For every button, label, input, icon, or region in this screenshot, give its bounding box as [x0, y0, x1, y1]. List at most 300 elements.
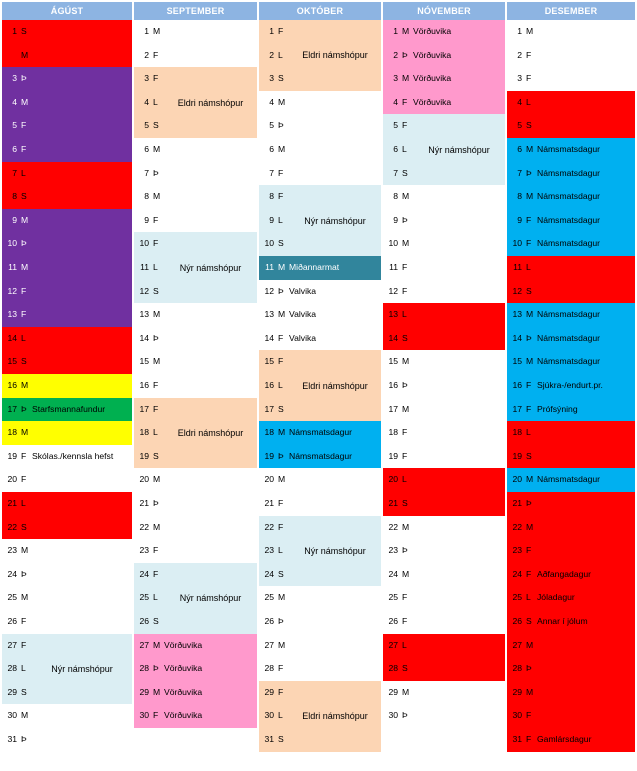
day-cell[interactable]: [507, 256, 635, 280]
day-cell[interactable]: [507, 516, 635, 540]
day-cell[interactable]: [134, 657, 257, 681]
day-number: 29: [7, 686, 17, 697]
day-number: 24: [139, 568, 149, 579]
day-number: 21: [388, 498, 398, 508]
weekday-letter: F: [402, 262, 408, 272]
weekday-letter: S: [526, 120, 532, 131]
day-cell[interactable]: [383, 280, 505, 304]
day-cell[interactable]: [507, 209, 635, 233]
day-cell[interactable]: [507, 67, 635, 91]
weekday-letter: Þ: [21, 734, 27, 744]
day-cell[interactable]: [507, 232, 635, 256]
day-cell[interactable]: [2, 327, 132, 351]
day-cell[interactable]: [2, 374, 132, 398]
day-cell[interactable]: [2, 468, 132, 492]
weekday-letter: L: [153, 592, 158, 603]
day-number: 2: [269, 49, 274, 60]
weekday-letter: M: [402, 26, 410, 36]
day-cell[interactable]: [134, 350, 257, 374]
day-cell[interactable]: [507, 374, 635, 398]
day-cell[interactable]: [259, 138, 381, 162]
day-cell[interactable]: [507, 445, 635, 469]
weekday-letter: M: [153, 144, 161, 154]
weekday-letter: M: [21, 710, 29, 721]
day-cell[interactable]: [2, 185, 132, 209]
day-cell[interactable]: [2, 162, 132, 186]
day-cell[interactable]: [507, 138, 635, 162]
day-cell[interactable]: [507, 634, 635, 658]
day-number: 31: [264, 734, 274, 744]
weekday-letter: M: [21, 592, 29, 603]
day-cell[interactable]: [383, 374, 505, 398]
day-note: Vörðuvika: [164, 710, 203, 721]
day-number: 8: [269, 191, 274, 202]
day-cell[interactable]: [2, 704, 132, 728]
day-note: Námsmatsdagur: [537, 309, 601, 320]
day-number: 12: [7, 285, 17, 296]
weekday-letter: M: [153, 356, 161, 367]
day-number: 22: [264, 521, 274, 532]
day-cell[interactable]: [134, 516, 257, 540]
day-cell[interactable]: [259, 468, 381, 492]
day-cell[interactable]: [2, 445, 132, 469]
weekday-letter: M: [153, 474, 161, 485]
weekday-letter: S: [153, 616, 159, 626]
day-note: Valvika: [289, 309, 317, 320]
group-event-label: Eldri námshópur: [164, 67, 257, 138]
day-cell[interactable]: [383, 634, 505, 658]
weekday-letter: F: [402, 427, 408, 438]
day-cell[interactable]: [383, 468, 505, 492]
day-cell[interactable]: [134, 704, 257, 728]
day-cell[interactable]: [507, 350, 635, 374]
day-cell[interactable]: [383, 20, 505, 44]
day-cell[interactable]: [507, 303, 635, 327]
day-cell[interactable]: [134, 468, 257, 492]
day-note: Annar í jólum: [537, 616, 588, 626]
day-cell[interactable]: [2, 67, 132, 91]
weekday-letter: L: [21, 332, 26, 343]
group-event-label: Eldri námshópur: [164, 398, 257, 469]
day-number: 11: [265, 262, 274, 272]
weekday-letter: S: [153, 450, 159, 461]
weekday-letter: F: [153, 403, 159, 414]
day-number: 21: [7, 498, 17, 508]
day-cell[interactable]: [134, 681, 257, 705]
day-cell[interactable]: [259, 421, 381, 445]
day-cell[interactable]: [259, 327, 381, 351]
day-cell[interactable]: [259, 280, 381, 304]
day-number: 17: [388, 403, 398, 414]
day-number: 27: [388, 639, 398, 650]
day-number: 6: [12, 144, 17, 154]
day-number: 9: [144, 214, 149, 225]
day-cell[interactable]: [507, 327, 635, 351]
weekday-letter: F: [21, 120, 27, 131]
weekday-letter: Þ: [402, 710, 408, 721]
day-cell[interactable]: [383, 681, 505, 705]
day-cell[interactable]: [2, 20, 132, 44]
day-number: 22: [388, 521, 398, 532]
weekday-letter: Þ: [21, 73, 27, 84]
day-cell[interactable]: [507, 280, 635, 304]
weekday-letter: Þ: [402, 545, 408, 556]
day-number: 12: [139, 285, 149, 296]
day-cell[interactable]: [507, 563, 635, 587]
day-cell[interactable]: [383, 728, 505, 752]
weekday-letter: M: [21, 427, 29, 438]
day-cell[interactable]: [383, 492, 505, 516]
day-cell[interactable]: [134, 162, 257, 186]
day-cell[interactable]: [507, 610, 635, 634]
weekday-letter: M: [278, 639, 286, 650]
weekday-letter: M: [402, 403, 410, 414]
day-cell[interactable]: [259, 114, 381, 138]
weekday-letter: Þ: [153, 167, 159, 178]
day-number: 4: [269, 96, 274, 107]
weekday-letter: F: [153, 238, 159, 249]
day-note: Vörðuvika: [164, 663, 203, 674]
day-number: 28: [264, 663, 274, 674]
weekday-letter: F: [402, 592, 408, 603]
day-cell[interactable]: [134, 44, 257, 68]
day-cell[interactable]: [259, 256, 381, 280]
day-number: 9: [269, 214, 274, 225]
day-cell[interactable]: [383, 586, 505, 610]
weekday-letter: Þ: [278, 450, 284, 461]
day-number: 26: [512, 616, 522, 626]
day-cell[interactable]: [2, 114, 132, 138]
weekday-letter: S: [402, 332, 408, 343]
day-number: 1: [269, 26, 274, 36]
weekday-letter: Þ: [21, 568, 27, 579]
day-cell[interactable]: [134, 327, 257, 351]
weekday-letter: M: [21, 545, 29, 556]
day-cell[interactable]: [507, 421, 635, 445]
day-note: Sjúkra-/endurt.pr.: [537, 380, 603, 390]
day-number: 12: [264, 285, 274, 296]
day-cell[interactable]: [134, 539, 257, 563]
weekday-letter: S: [526, 450, 532, 461]
day-cell[interactable]: [507, 114, 635, 138]
weekday-letter: F: [21, 285, 27, 296]
day-number: 3: [517, 73, 522, 84]
weekday-letter: F: [153, 214, 159, 225]
day-cell[interactable]: [383, 232, 505, 256]
day-cell[interactable]: [259, 586, 381, 610]
day-cell[interactable]: [383, 421, 505, 445]
weekday-letter: L: [21, 167, 26, 178]
day-number: 12: [512, 285, 522, 296]
day-number: 11: [140, 262, 149, 272]
day-cell[interactable]: [2, 280, 132, 304]
day-cell[interactable]: [2, 421, 132, 445]
day-cell[interactable]: [383, 610, 505, 634]
day-number: 5: [517, 120, 522, 131]
day-number: 1: [12, 26, 17, 36]
day-cell[interactable]: [507, 468, 635, 492]
day-number: 17: [7, 403, 17, 414]
weekday-letter: M: [402, 356, 410, 367]
day-cell[interactable]: [383, 67, 505, 91]
day-cell[interactable]: [2, 728, 132, 752]
weekday-letter: F: [153, 380, 159, 390]
day-cell[interactable]: [2, 492, 132, 516]
day-cell[interactable]: [2, 209, 132, 233]
day-number: 18: [7, 427, 17, 438]
day-number: 19: [388, 450, 398, 461]
weekday-letter: M: [402, 73, 410, 84]
day-note: Námsmatsdagur: [537, 238, 601, 249]
day-cell[interactable]: [259, 610, 381, 634]
weekday-letter: L: [21, 663, 26, 674]
day-number: 24: [388, 568, 398, 579]
day-number: 15: [512, 356, 522, 367]
weekday-letter: M: [526, 521, 534, 532]
day-number: 22: [7, 521, 17, 532]
group-event-label: Eldri námshópur: [289, 681, 381, 752]
weekday-letter: S: [21, 26, 27, 36]
day-number: 17: [512, 403, 522, 414]
day-cell[interactable]: [507, 492, 635, 516]
day-number: 17: [139, 403, 149, 414]
group-event-label: Nýr námshópur: [413, 114, 505, 185]
day-cell[interactable]: [383, 516, 505, 540]
day-cell[interactable]: [2, 350, 132, 374]
day-number: 8: [144, 191, 149, 202]
day-note: Námsmatsdagur: [537, 356, 601, 367]
weekday-letter: M: [402, 568, 410, 579]
weekday-letter: M: [402, 521, 410, 532]
day-cell[interactable]: [383, 563, 505, 587]
day-cell[interactable]: [507, 398, 635, 422]
day-number: 16: [512, 380, 522, 390]
day-number: 13: [139, 309, 149, 320]
day-cell[interactable]: [507, 586, 635, 610]
day-note: Vörðuvika: [413, 49, 452, 60]
weekday-letter: M: [153, 191, 161, 202]
day-note: Vörðuvika: [413, 96, 452, 107]
day-cell[interactable]: [2, 256, 132, 280]
day-number: 10: [512, 238, 522, 249]
day-cell[interactable]: [2, 44, 132, 68]
day-number: 31: [7, 734, 17, 744]
weekday-letter: L: [402, 474, 407, 485]
weekday-letter: M: [21, 49, 29, 60]
day-number: 1: [144, 26, 149, 36]
day-cell[interactable]: [2, 91, 132, 115]
day-note: Jóladagur: [537, 592, 575, 603]
weekday-letter: F: [526, 73, 532, 84]
day-number: 26: [388, 616, 398, 626]
day-number: 12: [388, 285, 398, 296]
day-number: 2: [144, 49, 149, 60]
day-cell[interactable]: [383, 209, 505, 233]
day-cell[interactable]: [2, 398, 132, 422]
day-number: 11: [389, 262, 398, 272]
day-cell[interactable]: [383, 303, 505, 327]
weekday-letter: F: [278, 521, 284, 532]
day-number: 29: [264, 686, 274, 697]
weekday-letter: F: [278, 167, 284, 178]
day-cell[interactable]: [507, 162, 635, 186]
day-number: 27: [264, 639, 274, 650]
day-number: 30: [512, 710, 522, 721]
weekday-letter: L: [402, 309, 407, 320]
day-cell[interactable]: [259, 492, 381, 516]
weekday-letter: S: [402, 498, 408, 508]
day-number: 17: [264, 403, 274, 414]
weekday-letter: S: [278, 734, 284, 744]
day-cell[interactable]: [383, 657, 505, 681]
day-number: 3: [393, 73, 398, 84]
weekday-letter: F: [21, 309, 27, 320]
day-cell[interactable]: [2, 539, 132, 563]
day-cell[interactable]: [259, 303, 381, 327]
day-cell[interactable]: [507, 539, 635, 563]
day-note: Skólas./kennsla hefst: [32, 450, 114, 461]
day-cell[interactable]: [134, 303, 257, 327]
day-number: 16: [139, 380, 149, 390]
weekday-letter: M: [278, 592, 286, 603]
day-number: 30: [7, 710, 17, 721]
day-number: 11: [513, 262, 522, 272]
day-number: 7: [12, 167, 17, 178]
month-header-2: OKTÓBER: [259, 2, 381, 20]
weekday-letter: S: [278, 73, 284, 84]
day-cell[interactable]: [2, 586, 132, 610]
day-cell[interactable]: [134, 20, 257, 44]
day-number: 7: [393, 167, 398, 178]
day-cell[interactable]: [134, 492, 257, 516]
day-cell[interactable]: [507, 704, 635, 728]
day-cell[interactable]: [507, 657, 635, 681]
day-cell[interactable]: [2, 516, 132, 540]
day-number: 30: [264, 710, 274, 721]
weekday-letter: M: [21, 380, 29, 390]
day-cell[interactable]: [134, 185, 257, 209]
day-number: 14: [139, 332, 149, 343]
weekday-letter: S: [21, 191, 27, 202]
day-cell[interactable]: [383, 185, 505, 209]
day-cell[interactable]: [383, 398, 505, 422]
group-event-label: Nýr námshópur: [164, 563, 257, 634]
day-number: 3: [144, 73, 149, 84]
weekday-letter: S: [278, 403, 284, 414]
day-number: 28: [388, 663, 398, 674]
day-cell[interactable]: [383, 256, 505, 280]
day-cell[interactable]: [383, 44, 505, 68]
weekday-letter: M: [278, 96, 286, 107]
day-note: Námsmatsdagur: [537, 214, 601, 225]
weekday-letter: M: [153, 639, 161, 650]
day-number: 18: [139, 427, 149, 438]
day-number: 20: [512, 474, 522, 485]
group-event-label: Nýr námshópur: [32, 634, 132, 705]
day-number: 6: [393, 144, 398, 154]
weekday-letter: L: [278, 380, 283, 390]
day-cell[interactable]: [507, 681, 635, 705]
weekday-letter: Þ: [278, 616, 284, 626]
group-event-label: Eldri námshópur: [289, 20, 381, 91]
day-cell[interactable]: [383, 539, 505, 563]
weekday-letter: Þ: [278, 120, 284, 131]
weekday-letter: F: [21, 144, 27, 154]
day-number: 14: [388, 332, 398, 343]
day-number: 19: [139, 450, 149, 461]
weekday-letter: F: [21, 639, 27, 650]
day-number: 5: [269, 120, 274, 131]
weekday-letter: Þ: [402, 380, 408, 390]
day-cell[interactable]: [383, 445, 505, 469]
day-number: 9: [393, 214, 398, 225]
day-number: 26: [139, 616, 149, 626]
day-number: 4: [517, 96, 522, 107]
weekday-letter: M: [153, 309, 161, 320]
day-number: 10: [264, 238, 274, 249]
day-number: 20: [388, 474, 398, 485]
day-cell[interactable]: [507, 91, 635, 115]
day-cell[interactable]: [507, 728, 635, 752]
day-cell[interactable]: [259, 91, 381, 115]
day-cell[interactable]: [134, 138, 257, 162]
weekday-letter: M: [526, 144, 534, 154]
weekday-letter: M: [278, 474, 286, 485]
day-cell[interactable]: [134, 728, 257, 752]
day-cell[interactable]: [2, 610, 132, 634]
day-cell[interactable]: [383, 327, 505, 351]
day-number: 21: [264, 498, 274, 508]
weekday-letter: M: [153, 521, 161, 532]
day-cell[interactable]: [259, 445, 381, 469]
day-cell[interactable]: [259, 634, 381, 658]
weekday-letter: Þ: [402, 49, 408, 60]
weekday-letter: F: [21, 474, 27, 485]
day-cell[interactable]: [383, 704, 505, 728]
day-cell[interactable]: [259, 657, 381, 681]
month-header-3: NÓVEMBER: [383, 2, 505, 20]
weekday-letter: M: [526, 191, 534, 202]
weekday-letter: M: [526, 686, 534, 697]
day-cell[interactable]: [2, 138, 132, 162]
group-event-label: Nýr námshópur: [164, 232, 257, 303]
day-number: 28: [512, 663, 522, 674]
day-cell[interactable]: [259, 162, 381, 186]
day-number: 25: [7, 592, 17, 603]
day-number: 7: [269, 167, 274, 178]
day-cell[interactable]: [134, 374, 257, 398]
day-number: 25: [512, 592, 522, 603]
weekday-letter: F: [526, 238, 532, 249]
day-cell[interactable]: [2, 303, 132, 327]
day-number: 1: [393, 26, 398, 36]
day-note: Vörðuvika: [413, 26, 452, 36]
day-number: 26: [264, 616, 274, 626]
day-cell[interactable]: [134, 634, 257, 658]
day-cell[interactable]: [507, 20, 635, 44]
day-cell[interactable]: [383, 350, 505, 374]
day-cell[interactable]: [2, 563, 132, 587]
day-cell[interactable]: [134, 209, 257, 233]
day-cell[interactable]: [507, 185, 635, 209]
day-cell[interactable]: [2, 232, 132, 256]
day-cell[interactable]: [383, 91, 505, 115]
day-note: Námsmatsdagur: [289, 450, 353, 461]
day-number: 21: [512, 498, 522, 508]
weekday-letter: F: [278, 686, 284, 697]
weekday-letter: F: [526, 710, 532, 721]
day-cell[interactable]: [507, 44, 635, 68]
